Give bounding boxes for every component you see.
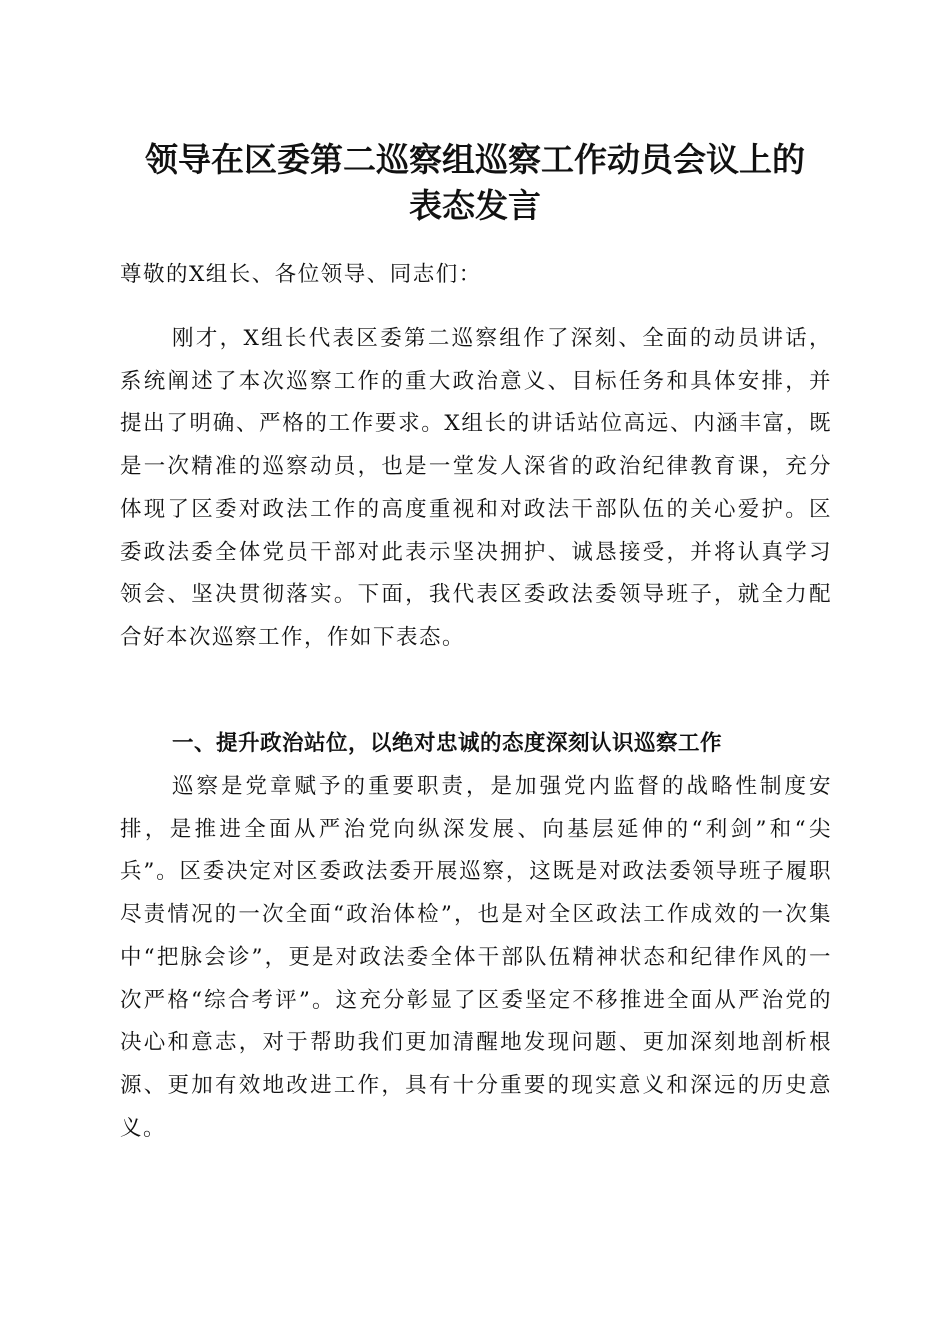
section-heading-1: 一、提升政治站位，以绝对忠诚的态度深刻认识巡察工作 [172, 731, 723, 756]
paragraph-section-1: 巡察是党章赋予的重要职责，是加强党内监督的战略性制度安排，是推进全面从严治党向纵深发展、向基层延伸的“利剑”和“尖兵”。区委决定对区委政法委开展巡察，这既是对政法委领导班子履职尽责情况的一次全面“政治体检”，也是对全区政法工作成效的一次集中“把脉会诊”，更是对政法委全体干部队伍精神状态和纪律作风的一次严格“综合考评”。这充分彰显了区委坚定不移推进全面从严治党的决心和意志，对于帮助我们更加清醒地发现问题、更加深刻地剖析根源、更加有效地改进工作，具有十分重要的现实意义和深远的历史意义。 [120, 774, 832, 1141]
paragraph-opening: 刚才，X组长代表区委第二巡察组作了深刻、全面的动员讲话，系统阐述了本次巡察工作的重大政治意义、目标任务和具体安排，并提出了明确、严格的工作要求。X组长的讲话站位高远、内涵丰富，既是一次精准的巡察动员，也是一堂发人深省的政治纪律教育课，充分体现了区委对政法工作的高度重视和对政法干部队伍的关心爱护。区委政法委全体党员干部对此表示坚决拥护、诚恳接受，并将认真学习领会、坚决贯彻落实。下面，我代表区委政法委领导班子，就全力配合好本次巡察工作，作如下表态。 [120, 326, 832, 650]
salutation: 尊敬的X组长、各位领导、同志们： [120, 262, 482, 287]
document-title-line-2: 表态发言 [409, 186, 541, 225]
document-title-line-1: 领导在区委第二巡察组巡察工作动员会议上的 [145, 140, 805, 179]
